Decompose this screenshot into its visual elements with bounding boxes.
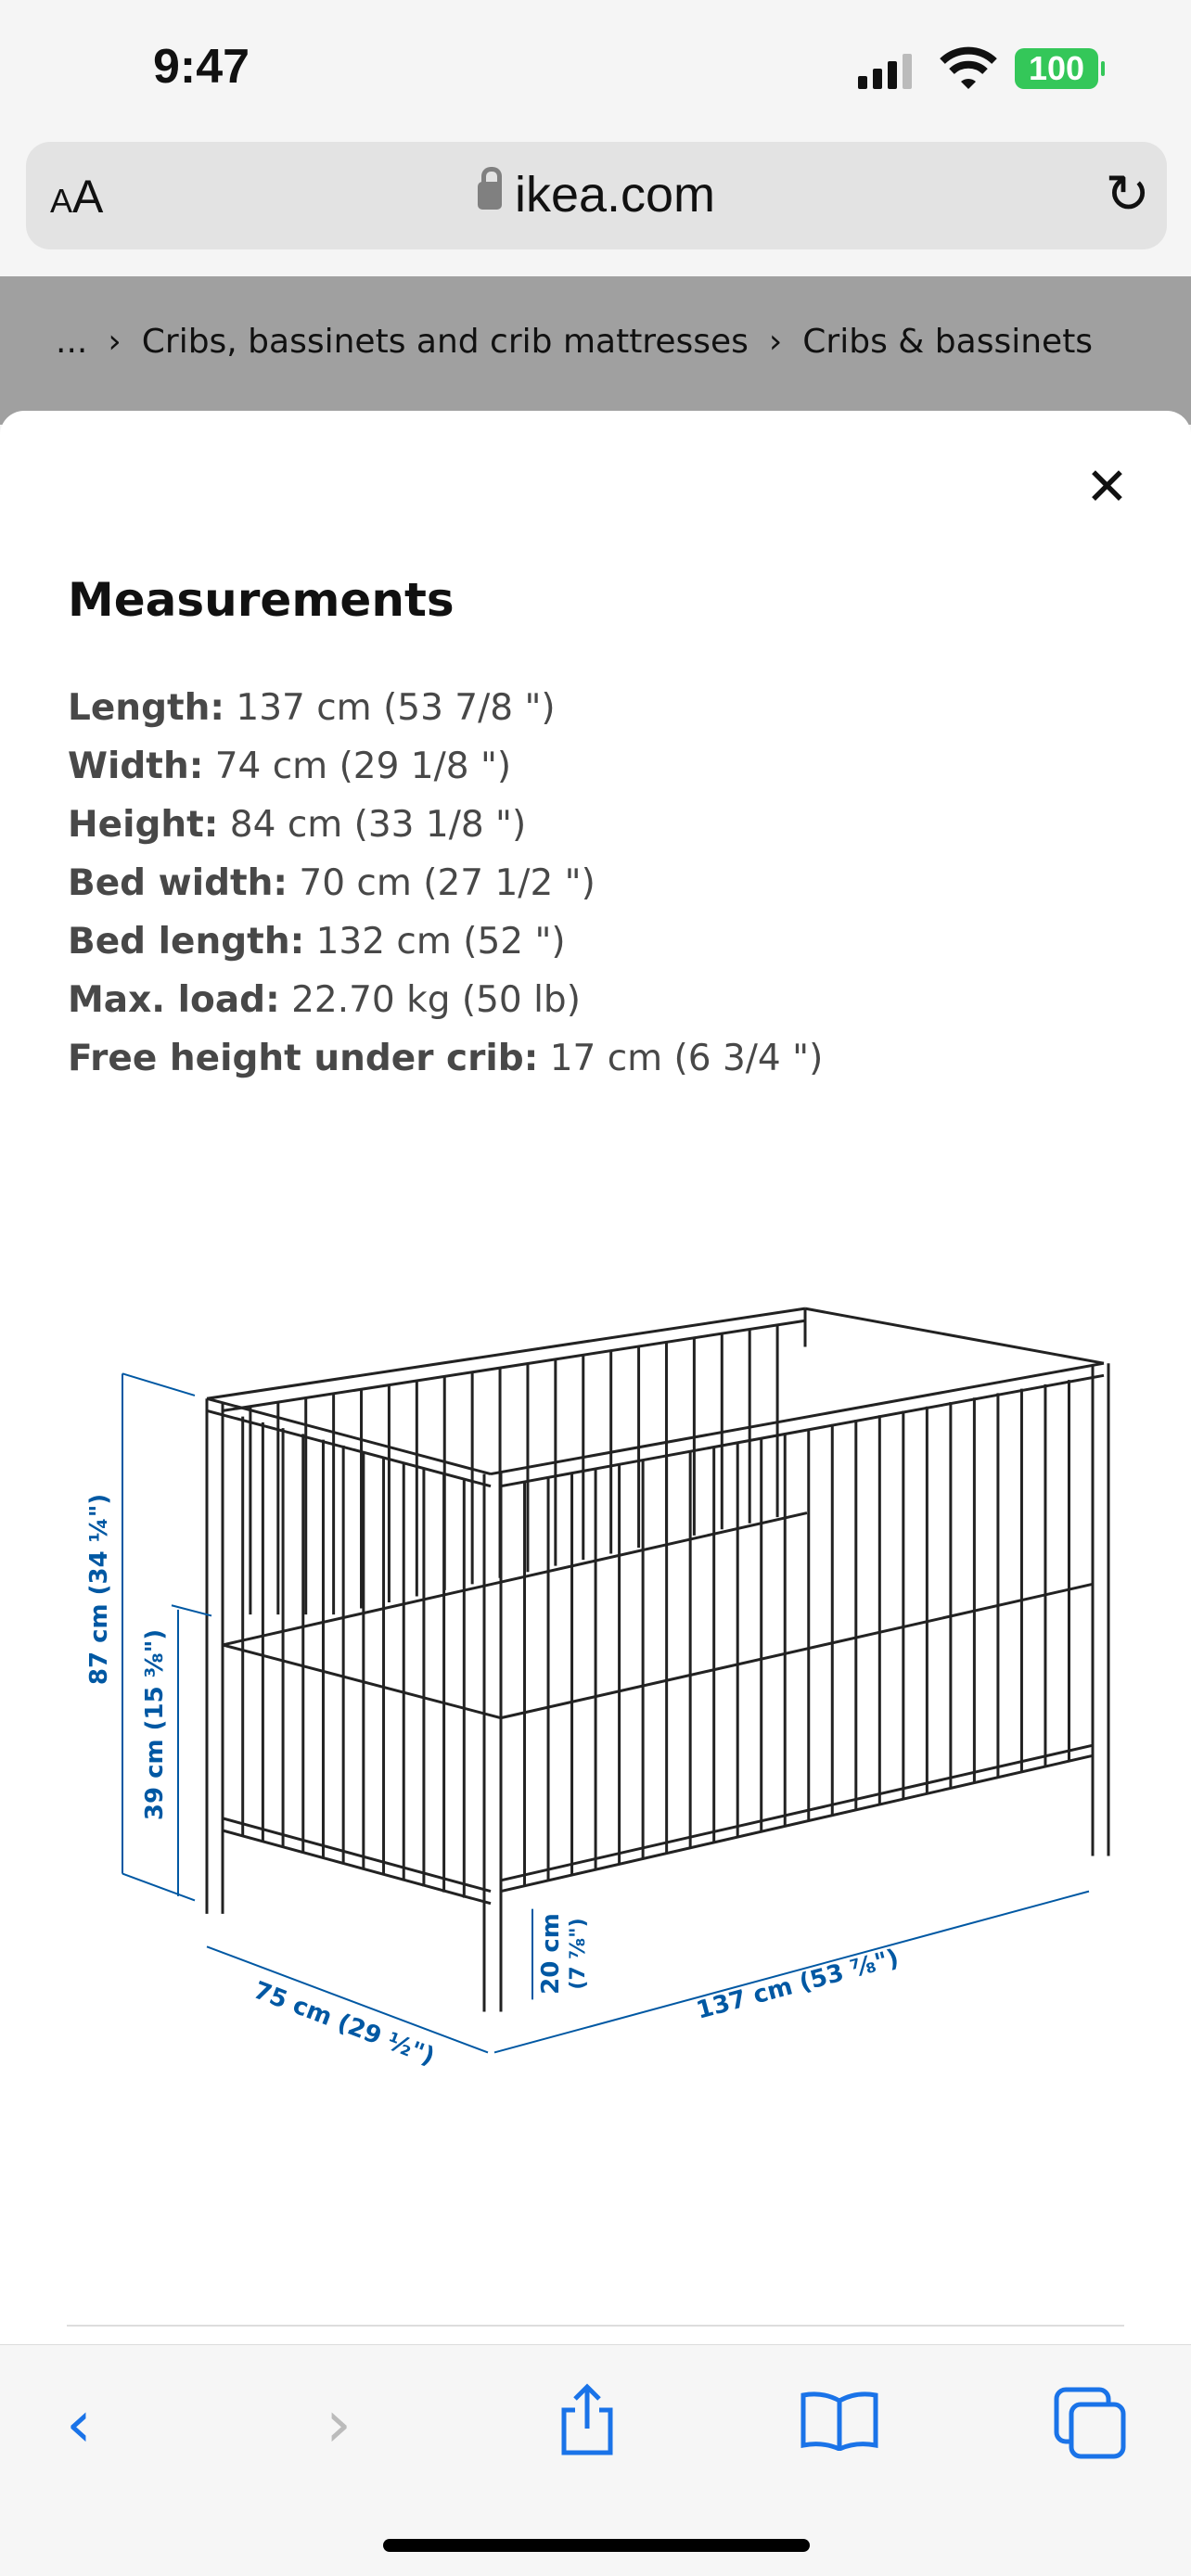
- battery-icon: 100: [1015, 48, 1098, 89]
- spec-row: [68, 1038, 823, 1096]
- spec-row: [68, 687, 823, 746]
- spec-value: 74 cm (29 1/8 "): [214, 746, 512, 787]
- url-field[interactable]: [26, 166, 1167, 223]
- mattress-edge: [223, 1513, 807, 1645]
- dimension-label-height: 87 cm (34 ¼"): [85, 1493, 113, 1686]
- reader-settings-button[interactable]: AA: [50, 171, 104, 223]
- spec-value: 17 cm (6 3/4 "): [549, 1038, 824, 1079]
- spec-list: [68, 687, 823, 1096]
- home-indicator: [383, 2539, 810, 2552]
- breadcrumb-item[interactable]: Cribs & bassinets: [802, 323, 1094, 361]
- spec-value: 70 cm (27 1/2 "): [299, 862, 596, 904]
- crib-rail: [501, 1375, 1104, 1486]
- mattress-edge: [501, 1584, 1093, 1717]
- spec-label: Bed width:: [68, 862, 288, 904]
- bookmarks-icon[interactable]: [798, 2390, 881, 2467]
- breadcrumb-ellipsis[interactable]: ...: [56, 323, 88, 361]
- dimension-label-width: 75 cm (29 ½"): [250, 1976, 439, 2072]
- sheet-title: Measurements: [68, 573, 455, 627]
- lock-icon: [478, 182, 502, 210]
- crib-rail: [223, 1320, 805, 1410]
- crib-rail: [501, 1745, 1093, 1881]
- spec-row: [68, 979, 823, 1038]
- spec-row: [68, 862, 823, 921]
- crib-rail: [501, 1755, 1093, 1891]
- extension-line: [122, 1373, 195, 1396]
- spec-label: Free height under crib:: [68, 1038, 539, 1079]
- chevron-right-icon: ›: [768, 323, 783, 361]
- spec-label: Height:: [68, 804, 219, 846]
- spec-value: 22.70 kg (50 lb): [291, 979, 581, 1021]
- dimension-label-clearance-in: (7 ⅞"): [567, 1918, 590, 1990]
- close-icon[interactable]: ✕: [1085, 457, 1129, 517]
- share-icon[interactable]: [545, 2382, 629, 2472]
- reload-icon[interactable]: ↻: [1105, 162, 1150, 225]
- mattress-edge: [223, 1645, 501, 1718]
- spec-label: Max. load:: [68, 979, 280, 1021]
- tabs-icon[interactable]: [1048, 2386, 1132, 2476]
- crib-rail: [207, 1308, 805, 1398]
- spec-value: 132 cm (52 "): [315, 921, 566, 963]
- extension-line: [122, 1874, 195, 1901]
- spec-label: Bed length:: [68, 921, 305, 963]
- cellular-signal-icon: [858, 54, 912, 89]
- dimension-label-base-height: 39 cm (15 ⅜"): [141, 1628, 169, 1821]
- spec-row: [68, 746, 823, 804]
- status-bar: [0, 0, 1191, 139]
- url-text: ikea.com: [514, 167, 716, 223]
- clock: 9:47: [153, 40, 250, 94]
- divider: [67, 2325, 1124, 2327]
- measurements-sheet: [0, 411, 1191, 2349]
- spec-value: 137 cm (53 7/8 "): [236, 687, 556, 729]
- spec-row: [68, 804, 823, 862]
- crib-rail: [805, 1308, 1104, 1363]
- chevron-right-icon: ›: [108, 323, 122, 361]
- spec-label: Length:: [68, 687, 224, 729]
- breadcrumb-item[interactable]: Cribs, bassinets and crib mattresses: [141, 323, 749, 361]
- spec-value: 84 cm (33 1/8 "): [229, 804, 527, 846]
- spec-row: [68, 921, 823, 979]
- forward-icon[interactable]: ›: [326, 2386, 352, 2462]
- breadcrumb: [0, 276, 1191, 425]
- dimension-label-clearance-cm: 20 cm: [537, 1913, 565, 1995]
- crib-dimension-diagram: [0, 1298, 1191, 2086]
- back-icon[interactable]: ‹: [66, 2386, 92, 2462]
- dimension-label-length: 137 cm (53 ⅞"): [693, 1944, 903, 2025]
- wifi-icon: [939, 46, 998, 101]
- spec-label: Width:: [68, 746, 204, 787]
- address-bar[interactable]: [26, 142, 1167, 249]
